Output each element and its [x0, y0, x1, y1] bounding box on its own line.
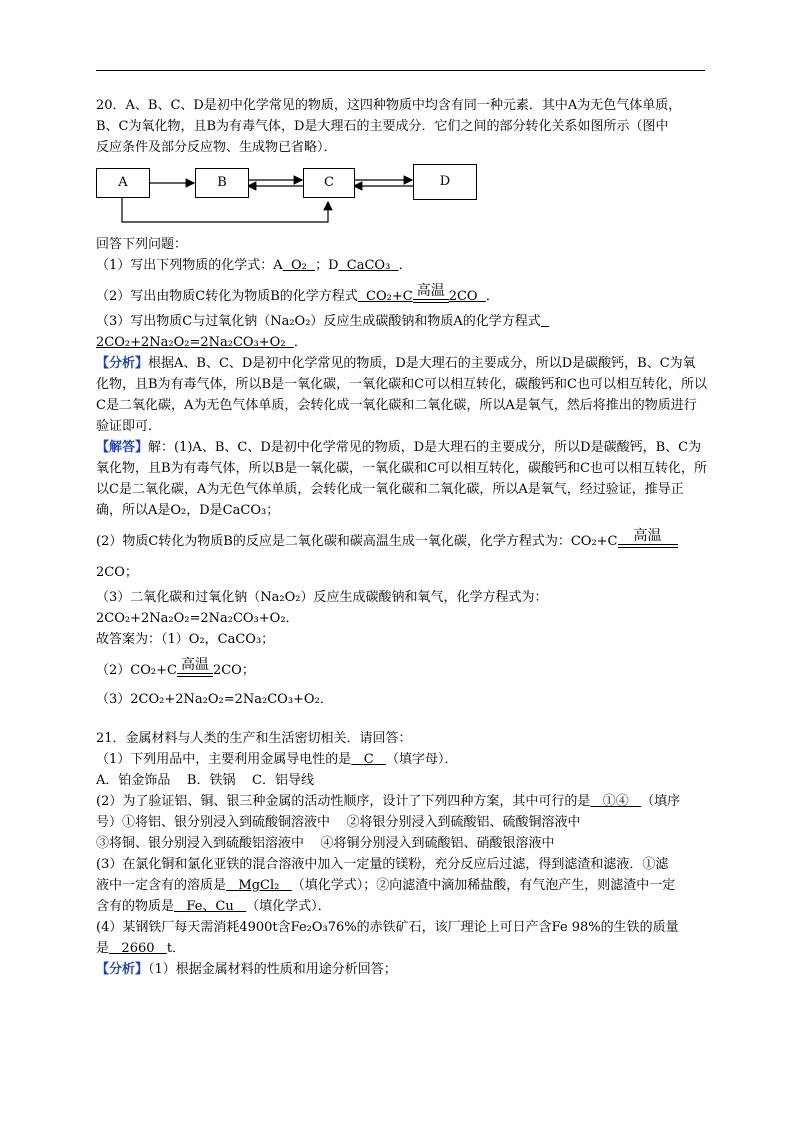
- header-rule: [96, 70, 705, 71]
- q21-analysis: [96, 959, 708, 980]
- q20-prompt: 回答下列问题：: [96, 237, 188, 252]
- analysis-text: （1）根据金属材料的性质和用途分析回答；: [148, 962, 397, 977]
- answer-q21-1: C: [363, 752, 374, 767]
- answer-summary: 故答案为：（1）O₂，CaCO₃；: [96, 632, 275, 647]
- solution-step-2: [96, 529, 708, 552]
- node-d: D: [413, 164, 477, 200]
- q21-part4-line1: (4）某钢铁厂每天需消耗4900t含Fe₂O₃76%的赤铁矿石，该厂理论上可日产含Fe 98%的生铁的质量: [96, 920, 679, 935]
- reaction-condition: 高温: [618, 529, 678, 552]
- q21-part3-line2: 液中一定含有的溶质是 MgCl₂ （填化学式）；②向滤渣中滴加稀盐酸，有气泡产生，则滤渣中一定: [96, 878, 676, 893]
- q20-part2-post: ．: [485, 289, 499, 304]
- q20-stem-1: 20．A、B、C、D是初中化学常见的物质，这四种物质中均含有同一种元素．其中A为无色气体单质，: [96, 98, 682, 113]
- reaction-condition: 高温: [177, 658, 213, 681]
- solution-tag: 【解答】: [96, 440, 149, 455]
- node-a: A: [96, 168, 150, 198]
- answer-summary-3: （3）2CO₂+2Na₂O₂=2Na₂CO₃+O₂．: [96, 692, 333, 707]
- q20-stem-3: 反应条件及部分反应物、生成物已省略）．: [96, 140, 337, 155]
- q21-part3-line3: 含有的物质是 Fe、Cu （填化学式）．: [96, 899, 331, 914]
- q20-part2-text: （2）写出由物质C转化为物质B的化学方程式: [96, 289, 358, 304]
- answer-summary-2: （2）CO₂+C 高温 2CO；: [96, 658, 708, 681]
- answer-equation-2: CO₂+C 高温 2CO: [358, 289, 486, 304]
- solution-step-2-text: (2）物质C转化为物质B的反应是二氧化碳和碳高温生成一氧化碳，化学方程式为：CO₂+C: [96, 534, 618, 549]
- solution-step-3: （3）二氧化碳和过氧化钠（Na₂O₂）反应生成碳酸钠和氧气，化学方程式为：: [96, 590, 548, 605]
- q21-options: A．铂金饰品 B．铁锅 C．铝导线: [96, 773, 314, 788]
- q20-part1-mid: ；D: [315, 258, 339, 273]
- node-b: B: [195, 168, 249, 198]
- q20-part3: [96, 311, 708, 353]
- reaction-condition: 高温: [413, 284, 449, 307]
- q20-solution: [96, 437, 708, 521]
- solution-step-2-result: 2CO；: [96, 565, 138, 580]
- answer-d: CaCO₃: [346, 258, 391, 273]
- q21-part2-line2: 号）①将铝、银分别浸入到硫酸铜溶液中 ②将银分别浸入到硫酸铝、硫酸铜溶液中: [96, 815, 581, 830]
- node-c: C: [303, 168, 355, 198]
- q20-part1-text: （1）写出下列物质的化学式：A: [96, 258, 283, 273]
- analysis-tag: 【分析】: [96, 356, 149, 371]
- answer-equation-3: 2CO₂+2Na₂O₂=2Na₂CO₃+O₂: [96, 335, 286, 350]
- q20-stem-2: B、C为氧化物，且B为有毒气体，D是大理石的主要成分．它们之间的部分转化关系如图所示（图中: [96, 119, 669, 134]
- analysis-tag: 【分析】: [96, 962, 149, 977]
- answer-q21-3a: MgCl₂: [238, 878, 280, 893]
- q20-part1-post: ．: [398, 258, 412, 273]
- q21-part3-line1: (3）在氯化铜和氯化亚铁的混合溶液中加入一定量的镁粉，充分反应后过滤，得到滤渣和滤液．①滤: [96, 857, 669, 872]
- answer-q21-4: 2660: [121, 941, 155, 956]
- answer-q21-3b: Fe、Cu: [186, 899, 234, 914]
- solution-text: 解：(1)A、B、C、D是初中化学常见的物质，D是大理石的主要成分，所以D是碳酸钙，B、C为氧化物，且B为有毒气体，所以B是一氧化碳，一氧化碳和C可以相互转化，碳酸钙和C也可以相互转化，所以C是二氧化碳，A为无色气体单质，会转化成一氧化碳和二氧化碳，所以A是氧气，经过验证，推导正确，所以A是O₂，D是CaCO₃；: [96, 440, 708, 518]
- q21-part4-line2: 是 2660 t．: [96, 941, 186, 956]
- answer-q21-2: ①④: [602, 794, 629, 809]
- analysis-text: 根据A、B、C、D是初中化学常见的物质，D是大理石的主要成分，所以D是碳酸钙，B、C为氧化物，且B为有毒气体，所以B是一氧化碳，一氧化碳和C可以相互转化，碳酸钙和C也可以相互转化，所以C是二氧化碳，A为无色气体单质，会转化成一氧化碳和二氧化碳，所以A是氧气，然后将推出的物质进行验证即可．: [96, 356, 708, 434]
- q21-part2: (2）为了验证铝、铜、银三种金属的活动性顺序，设计了下列四种方案，其中可行的是 ①④ （填序: [96, 794, 681, 809]
- q20-analysis: [96, 353, 708, 437]
- q20-part2: [96, 284, 708, 307]
- q21-part2-line3: ③将铜、银分别浸入到硫酸铝溶液中 ④将铜分别浸入到硫酸铝、硝酸银溶液中: [96, 836, 555, 851]
- q21-stem: 21．金属材料与人类的生产和生活密切相关．请回答：: [96, 731, 412, 746]
- q20-part1: [96, 255, 708, 276]
- q20-part3-post: ．: [293, 335, 307, 350]
- q20-part3-text: （3）写出物质C与过氧化钠（Na₂O₂）反应生成碳酸钠和物质A的化学方程式: [96, 314, 541, 329]
- q21-part1: （1）下列用品中，主要利用金属导电性的是 C （填字母）．: [96, 752, 458, 767]
- solution-step-3-equation: 2CO₂+2Na₂O₂=2Na₂CO₃+O₂．: [96, 611, 299, 626]
- answer-a: O₂: [290, 258, 307, 273]
- conversion-diagram: [96, 164, 476, 230]
- document-body: [96, 95, 708, 980]
